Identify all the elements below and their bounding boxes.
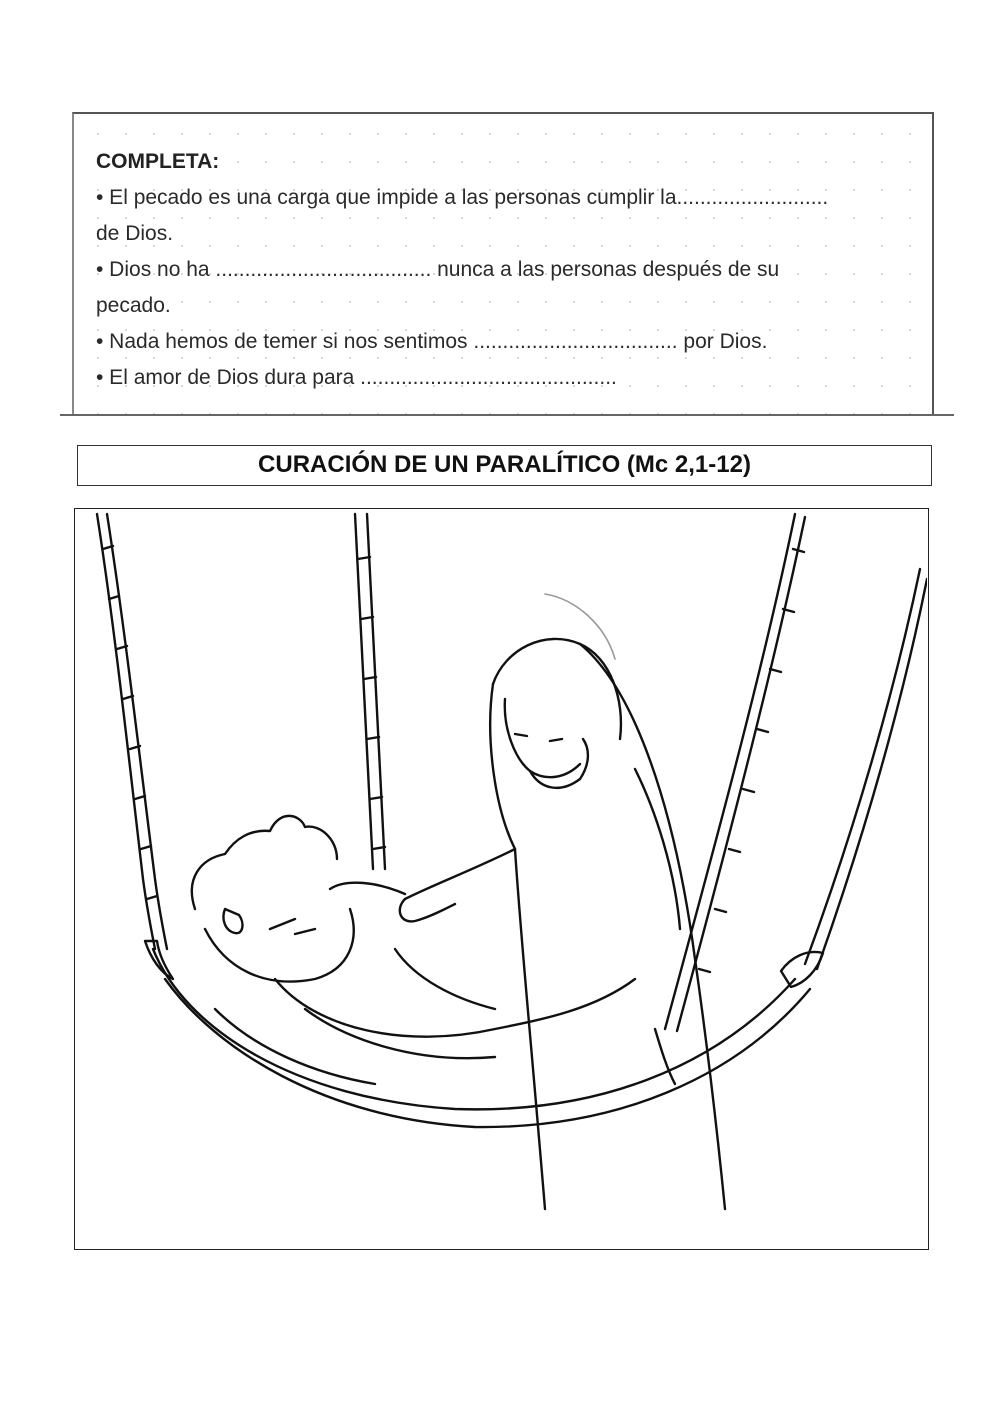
section-divider bbox=[60, 414, 954, 416]
paralytic-man bbox=[192, 816, 635, 1058]
jesus-figure bbox=[400, 594, 725, 1209]
rope-left bbox=[97, 514, 167, 949]
coloring-illustration-icon bbox=[75, 509, 927, 1248]
exercise-line-4: • El amor de Dios dura para ............................................ bbox=[96, 366, 617, 389]
exercise-line-2-cont: pecado. bbox=[96, 294, 171, 317]
exercise-line-2: • Dios no ha ..................................... nunca a las personas después de su bbox=[96, 258, 780, 281]
rope-right-2 bbox=[805, 569, 927, 969]
rope-center bbox=[355, 514, 385, 869]
exercise-line-1-cont: de Dios. bbox=[96, 222, 174, 245]
hammock bbox=[145, 941, 823, 1127]
exercise-title: COMPLETA: bbox=[96, 150, 220, 173]
exercise-line-3: • Nada hemos de temer si nos sentimos ................................... por Dios. bbox=[96, 330, 768, 353]
story-title: CURACIÓN DE UN PARALÍTICO (Mc 2,1-12) bbox=[77, 445, 932, 486]
exercise-text bbox=[96, 144, 916, 396]
fill-in-exercise-box bbox=[72, 112, 934, 414]
illustration-frame bbox=[74, 508, 929, 1250]
exercise-line-1: • El pecado es una carga que impide a las personas cumplir la.......................... bbox=[96, 186, 829, 209]
rope-right-1 bbox=[665, 514, 805, 1031]
